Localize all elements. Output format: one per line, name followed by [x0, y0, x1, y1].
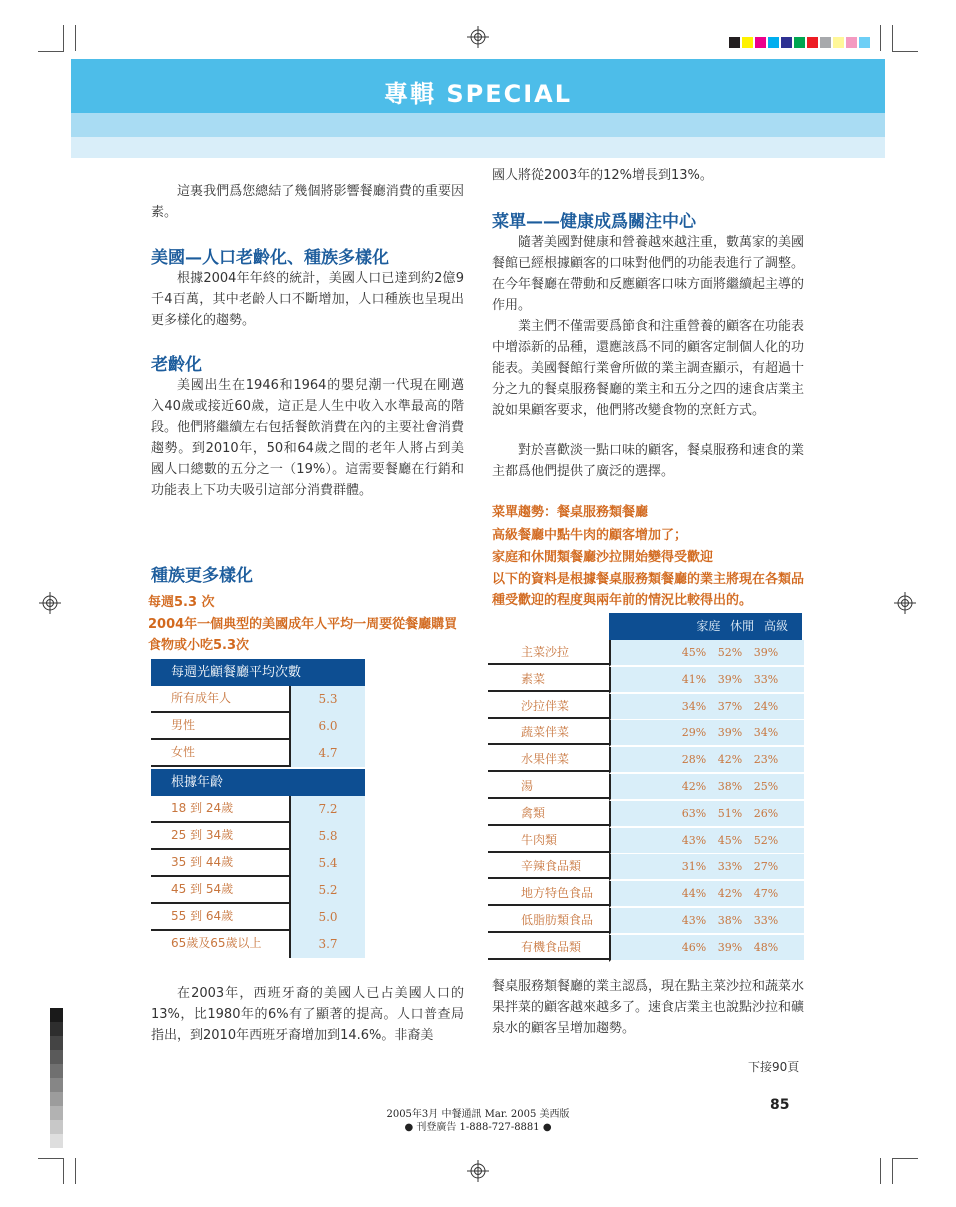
row-value: 31% — [681, 860, 707, 874]
paragraph-population: 根據2004年年終的統計，美國人口已達到約2億9千4百萬，其中老齡人口不斷增加，人口種族也呈現出更多樣化的趨勢。 — [151, 271, 464, 328]
continued-note: 下接90頁 — [748, 1060, 800, 1074]
crop-mark — [75, 1158, 76, 1184]
row-value: 39% — [753, 646, 779, 659]
row-value: 7.2 — [289, 796, 365, 823]
highlight-menu-trend: 菜單趨勢：餐桌服務類餐廳 — [492, 505, 649, 520]
row-value: 42% — [717, 753, 743, 767]
table-row — [488, 640, 802, 667]
row-values — [609, 774, 804, 801]
gray-swatch — [50, 1134, 63, 1148]
row-value: 48% — [753, 940, 779, 954]
row-label: 55 到 64歲 — [151, 904, 309, 931]
row-label: 湯 — [488, 774, 609, 799]
registration-mark-icon — [39, 592, 61, 614]
row-values — [609, 908, 804, 935]
table-row — [488, 935, 802, 962]
registration-mark-icon — [894, 592, 916, 614]
color-swatch — [781, 37, 792, 48]
row-label: 45 到 54歲 — [151, 877, 309, 904]
row-label: 低脂肪類食品 — [488, 908, 609, 933]
row-value: 37% — [717, 699, 743, 713]
highlight-data-desc: 以下的資料是根據餐桌服務類餐廳的業主將現在各類品種受歡迎的程度與兩年前的情況比較得出的。 — [492, 572, 805, 608]
row-values — [609, 720, 804, 747]
row-value: 33% — [753, 914, 779, 927]
row-value: 43% — [681, 914, 707, 927]
gray-swatch — [50, 1078, 63, 1092]
highlight-weekly-desc: 2004年一個典型的美國成年人平均一周要從餐廳購買食物或小吃5.3次 — [148, 617, 458, 653]
header-band-light — [71, 113, 885, 137]
heading-aging: 老齡化 — [151, 355, 202, 375]
row-label: 禽類 — [488, 801, 609, 826]
row-value: 42% — [717, 887, 743, 901]
row-value: 39% — [717, 672, 743, 686]
color-swatch — [794, 37, 805, 48]
section-title: 專輯 SPECIAL — [383, 80, 573, 108]
color-swatch — [859, 37, 870, 48]
gray-swatch — [50, 1050, 63, 1064]
table-row — [488, 694, 802, 721]
color-swatch — [820, 37, 831, 48]
row-value: 29% — [681, 726, 707, 740]
row-label: 辛辣食品類 — [488, 854, 609, 879]
table-row — [151, 877, 365, 904]
table-row — [151, 823, 365, 850]
crop-mark — [892, 51, 918, 52]
row-values — [609, 667, 804, 694]
footer-issue: 2005年3月 中餐通訊 Mar. 2005 美西版 — [386, 1109, 570, 1120]
color-swatch — [846, 37, 857, 48]
table-row — [488, 720, 802, 747]
paragraph-menu-2: 業主們不僅需要爲節食和注重營養的顧客在功能表中增添新的品種，還應該爲不同的顧客定制個人化的功能表。美國餐館行業會所做的業主調查顯示，有超過十分之九的餐桌服務餐廳的業主和五分之四的速食店業主說如果顧客要求，他們將改變食物的烹飪方式。 — [492, 319, 805, 418]
crop-mark — [880, 1158, 881, 1184]
row-value: 5.0 — [289, 904, 365, 931]
row-value: 42% — [681, 780, 707, 793]
row-value: 25% — [753, 780, 779, 793]
crop-mark — [892, 1158, 893, 1184]
crop-mark — [892, 1158, 918, 1159]
color-swatch — [742, 37, 753, 48]
row-value: 63% — [681, 806, 707, 820]
table-row — [151, 850, 365, 877]
row-label: 牛肉類 — [488, 828, 609, 853]
table-row — [488, 774, 802, 801]
table-row — [151, 713, 365, 740]
row-value: 5.3 — [289, 686, 365, 713]
table-row — [488, 854, 802, 881]
row-values — [609, 854, 804, 881]
row-value: 47% — [753, 887, 779, 901]
row-value: 38% — [717, 914, 743, 927]
row-label: 女性 — [151, 740, 309, 767]
registration-mark-icon — [467, 26, 489, 48]
row-value: 33% — [717, 860, 743, 874]
table-header: 每週光顧餐廳平均次數 — [151, 659, 365, 686]
table-row — [488, 801, 802, 828]
highlight-salad: 家庭和休閒類餐廳沙拉開始變得受歡迎 — [492, 550, 714, 565]
row-value: 33% — [753, 672, 779, 686]
table-row — [151, 931, 365, 958]
color-swatch — [729, 37, 740, 48]
row-value: 6.0 — [289, 713, 365, 740]
row-value: 44% — [681, 887, 707, 901]
crop-mark — [38, 1158, 64, 1159]
paragraph-hispanic: 在2003年，西班牙裔的美國人已占美國人口的13%，比1980年的6%有了顯著的提高。人口普查局指出，到2010年西班牙裔增加到14.6%。非裔美 — [151, 986, 464, 1043]
heading-diversity: 種族更多樣化 — [151, 566, 253, 586]
table-row — [151, 904, 365, 931]
heading-menu-health: 菜單——健康成爲關注中心 — [492, 212, 696, 232]
row-label: 所有成年人 — [151, 686, 309, 713]
row-label: 水果伴菜 — [488, 747, 609, 772]
row-label: 25 到 34歲 — [151, 823, 309, 850]
row-label: 蔬菜伴菜 — [488, 720, 609, 745]
row-value: 28% — [681, 753, 707, 767]
row-values — [609, 828, 804, 855]
color-swatch — [768, 37, 779, 48]
row-label: 65歲及65歲以上 — [171, 936, 262, 950]
paragraph-conclusion: 餐桌服務類餐廳的業主認爲，現在點主菜沙拉和蔬菜水果拌菜的顧客越來越多了。速食店業主也說點沙拉和礦泉水的顧客呈增加趨勢。 — [492, 979, 805, 1036]
row-value: 23% — [753, 753, 779, 767]
row-value: 26% — [753, 806, 779, 820]
highlight-weekly: 每週5.3 次 — [148, 595, 215, 610]
row-label: 18 到 24歲 — [151, 796, 309, 823]
gray-swatch — [50, 1022, 63, 1036]
gray-swatch — [50, 1036, 63, 1050]
row-value: 45% — [717, 833, 743, 847]
crop-mark — [880, 25, 881, 51]
registration-mark-icon — [467, 1160, 489, 1182]
crop-mark — [892, 25, 893, 51]
row-value: 52% — [753, 833, 779, 847]
table-header: 根據年齡 — [151, 769, 365, 796]
heading-population: 美國—人口老齡化、種族多樣化 — [151, 248, 389, 268]
row-label: 地方特色食品 — [488, 881, 609, 906]
paragraph-menu-3: 對於喜歡淡一點口味的顧客，餐桌服務和速食的業主都爲他們提供了廣泛的選擇。 — [492, 443, 805, 479]
row-value: 38% — [717, 780, 743, 793]
continued-text: 國人將從2003年的12%增長到13%。 — [492, 168, 713, 183]
row-values — [609, 935, 804, 962]
row-value: 5.2 — [289, 877, 365, 904]
row-value: 52% — [717, 646, 743, 659]
table-row — [151, 796, 365, 823]
paragraph-menu-1: 隨著美國對健康和營養越來越注重，數萬家的美國餐館已經根據顧客的口味對他們的功能表進行了調整。在今年餐廳在帶動和反應顧客口味方面將繼續起主導的作用。 — [492, 235, 805, 313]
color-swatch — [755, 37, 766, 48]
table-row — [488, 747, 802, 774]
crop-mark — [38, 51, 64, 52]
row-label: 男性 — [151, 713, 309, 740]
table-header: 家庭 休閒 高級 — [609, 613, 802, 640]
table-row — [488, 667, 802, 694]
row-value: 34% — [753, 726, 779, 740]
gray-swatch — [50, 1092, 63, 1106]
table-row — [488, 881, 802, 908]
row-value: 3.7 — [289, 931, 365, 958]
highlight-beef: 高級餐廳中點牛肉的顧客增加了； — [492, 528, 688, 543]
row-value: 46% — [681, 940, 707, 954]
row-values — [609, 801, 804, 828]
intro-paragraph: 這裏我們爲您總結了幾個將影響餐廳消費的重要因素。 — [151, 184, 464, 220]
gray-swatch — [50, 1120, 63, 1134]
row-value: 43% — [681, 833, 707, 847]
row-label: 35 到 44歲 — [151, 850, 309, 877]
row-value: 51% — [717, 806, 743, 820]
gray-swatch — [50, 1106, 63, 1120]
row-value: 4.7 — [289, 740, 365, 767]
row-value: 45% — [681, 646, 707, 659]
table-row — [151, 686, 365, 713]
row-label: 沙拉伴菜 — [488, 694, 609, 719]
row-label: 主菜沙拉 — [488, 640, 609, 665]
row-values — [609, 640, 804, 667]
row-value: 5.8 — [289, 823, 365, 850]
gray-swatch — [50, 1064, 63, 1078]
table-row — [488, 908, 802, 935]
crop-mark — [75, 25, 76, 51]
row-value: 34% — [681, 699, 707, 713]
row-value: 5.4 — [289, 850, 365, 877]
row-value: 27% — [753, 860, 779, 874]
row-value: 24% — [753, 699, 779, 713]
header-band-lighter — [71, 137, 885, 158]
row-value: 39% — [717, 726, 743, 740]
row-values — [609, 694, 804, 721]
row-value: 41% — [681, 672, 707, 686]
page-number: 85 — [770, 1097, 790, 1113]
color-swatch — [807, 37, 818, 48]
footer-ad: ● 刊登廣告 1-888-727-8881 ● — [404, 1122, 552, 1133]
paragraph-aging: 美國出生在1946和1964的嬰兒潮一代現在剛邁入40歲或接近60歲，這正是人生中收入水準最高的階段。他們將繼續左右包括餐飲消費在內的主要社會消費趨勢。到2010年，50和64歲之間的老年人將占到美國人口總數的五分之一（19%）。這需要餐廳在行銷和功能表上下功夫吸引這部分消費群體。 — [151, 378, 464, 498]
table-row — [151, 740, 365, 767]
crop-mark — [63, 25, 64, 51]
gray-swatch — [50, 1008, 63, 1022]
table-row — [488, 828, 802, 855]
row-label: 有機食品類 — [488, 935, 609, 960]
row-values — [609, 747, 804, 774]
crop-mark — [63, 1158, 64, 1184]
row-values — [609, 881, 804, 908]
row-label: 素菜 — [488, 667, 609, 692]
color-swatch — [833, 37, 844, 48]
row-value: 39% — [717, 940, 743, 954]
